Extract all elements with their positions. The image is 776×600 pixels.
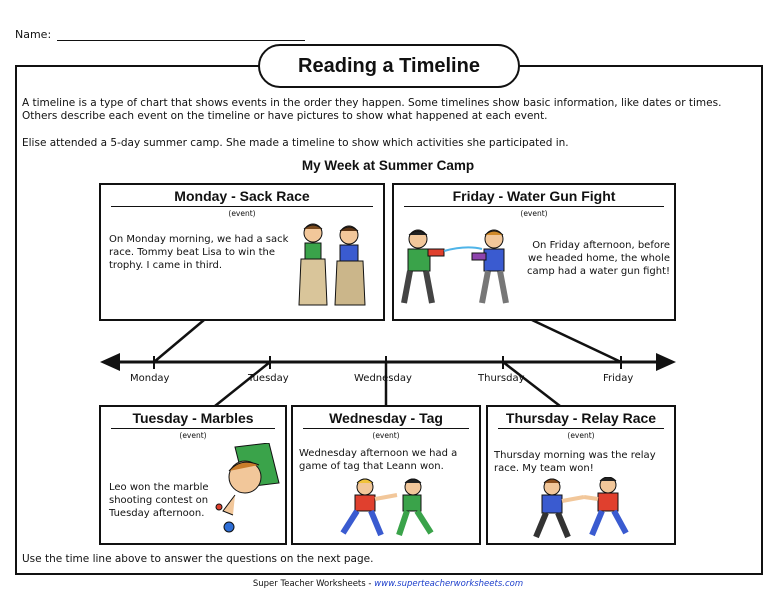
event-heading: Friday - Water Gun Fight xyxy=(404,188,664,207)
page-title: Reading a Timeline xyxy=(298,54,480,77)
tag-illustration xyxy=(335,477,445,541)
event-card-tuesday xyxy=(99,405,287,545)
event-sublabel: (event) xyxy=(520,209,548,218)
marbles-illustration xyxy=(205,443,285,541)
intro-context: Elise attended a 5-day summer camp. She made a timeline to show which activities she participated in. xyxy=(22,137,569,149)
footer-instruction: Use the time line above to answer the questions on the next page. xyxy=(22,553,374,565)
credit-text: Super Teacher Worksheets - xyxy=(252,579,375,589)
event-card-thursday xyxy=(486,405,676,545)
event-description: Thursday morning was the relay race. My team won! xyxy=(494,450,656,474)
water-gun-illustration xyxy=(398,223,516,315)
event-heading: Thursday - Relay Race xyxy=(498,410,664,429)
event-card-friday xyxy=(392,183,676,321)
event-sublabel: (event) xyxy=(372,431,400,440)
tick-label-thursday: Thursday xyxy=(478,373,525,384)
event-heading: Tuesday - Marbles xyxy=(111,410,275,429)
event-card-monday xyxy=(99,183,385,321)
name-label: Name: xyxy=(15,28,52,41)
right-arrow-icon xyxy=(656,353,676,371)
tick-label-wednesday: Wednesday xyxy=(354,373,412,384)
event-sublabel: (event) xyxy=(228,209,256,218)
event-description: On Friday afternoon, before we headed home, the whole camp had a water gun fight! xyxy=(527,240,670,277)
relay-race-illustration xyxy=(522,477,642,541)
connector-monday xyxy=(154,320,204,362)
event-card-wednesday xyxy=(291,405,481,545)
sack-race-illustration xyxy=(293,221,373,313)
intro-paragraph: A timeline is a type of chart that shows events in the order they happen. Some timelines show basic information, like dates or times. Others describe each event on the timeline or have pictures to show what happened at each event. xyxy=(22,97,722,122)
tick-label-monday: Monday xyxy=(130,373,170,384)
connector-thursday xyxy=(503,362,560,406)
tick-label-friday: Friday xyxy=(603,373,634,384)
credit-url[interactable]: www.superteacherworksheets.com xyxy=(374,579,524,589)
left-arrow-icon xyxy=(100,353,120,371)
tick-label-tuesday: Tuesday xyxy=(248,373,289,384)
event-heading: Monday - Sack Race xyxy=(111,188,373,207)
connector-friday xyxy=(532,320,621,362)
event-heading: Wednesday - Tag xyxy=(303,410,469,429)
event-description: Leo won the marble shooting contest on Tuesday afternoon. xyxy=(109,482,209,519)
event-description: On Monday morning, we had a sack race. Tommy beat Lisa to win the trophy. I came in third. xyxy=(109,234,289,271)
timeline-title: My Week at Summer Camp xyxy=(301,158,475,173)
connector-tuesday xyxy=(215,362,270,406)
event-sublabel: (event) xyxy=(179,431,207,440)
event-description: Wednesday afternoon we had a game of tag that Leann won. xyxy=(299,448,458,472)
event-sublabel: (event) xyxy=(567,431,595,440)
footer-credit xyxy=(0,579,776,589)
